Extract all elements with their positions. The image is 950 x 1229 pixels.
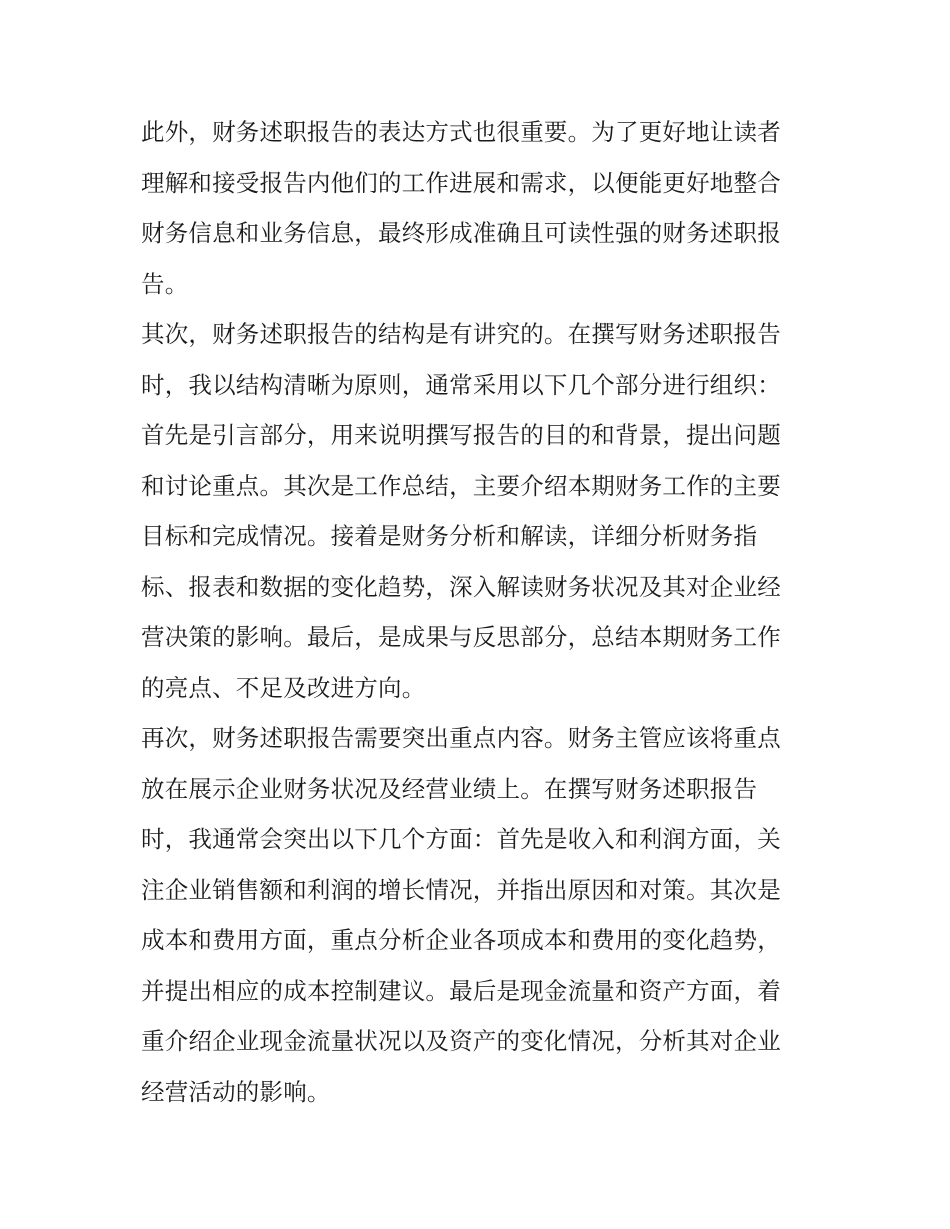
text-line: 放在展示企业财务状况及经营业绩上。在撰写财务述职报告	[141, 774, 758, 803]
text-line: 营决策的影响。最后，是成果与反思部分，总结本期财务工作	[141, 623, 781, 651]
text-line: 经营活动的影响。	[141, 1077, 331, 1106]
text-line: 财务信息和业务信息，最终形成准确且可读性强的财务述职报	[141, 219, 781, 247]
text-line: 并提出相应的成本控制建议。最后是现金流量和资产方面，着	[141, 976, 781, 1005]
text-line: 时，我通常会突出以下几个方面：首先是收入和利润方面，关	[141, 825, 781, 853]
text-line: 再次，财务述职报告需要突出重点内容。财务主管应该将重点	[141, 724, 781, 752]
text-line: 标、报表和数据的变化趋势，深入解读财务状况及其对企业经	[141, 572, 781, 601]
text-line: 目标和完成情况。接着是财务分析和解读，详细分析财务指	[141, 522, 758, 550]
text-line: 其次，财务述职报告的结构是有讲究的。在撰写财务述职报告	[141, 320, 781, 348]
text-line: 和讨论重点。其次是工作总结，主要介绍本期财务工作的主要	[141, 471, 781, 500]
text-line: 告。	[141, 269, 189, 298]
text-line: 成本和费用方面，重点分析企业各项成本和费用的变化趋势，	[141, 926, 781, 954]
text-line: 首先是引言部分，用来说明撰写报告的目的和背景，提出问题	[141, 421, 781, 449]
text-line: 注企业销售额和利润的增长情况，并指出原因和对策。其次是	[141, 875, 781, 904]
text-line: 的亮点、不足及改进方向。	[141, 673, 426, 702]
body-text	[141, 107, 813, 1117]
text-line: 此外，财务述职报告的表达方式也很重要。为了更好地让读者	[141, 118, 781, 146]
text-line: 重介绍企业现金流量状况以及资产的变化情况，分析其对企业	[141, 1027, 781, 1055]
text-line: 时，我以结构清晰为原则，通常采用以下几个部分进行组织：	[141, 370, 781, 399]
text-line: 理解和接受报告内他们的工作进展和需求，以便能更好地整合	[141, 168, 781, 197]
